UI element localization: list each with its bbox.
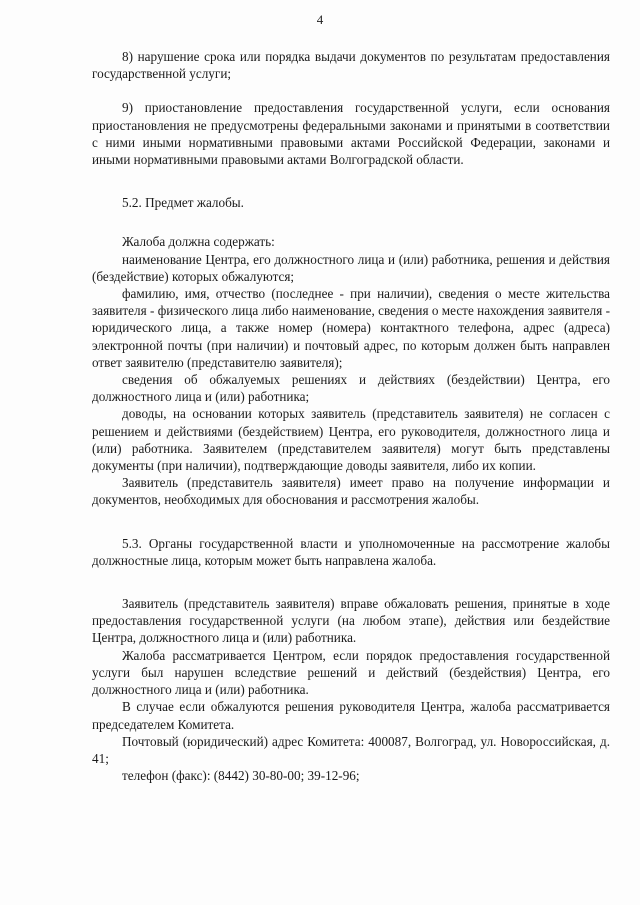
paragraph-item-9: 9) приостановление предоставления государственной услуги, если основания приостановления не предусмотрены федеральными законами и принятыми в соответствии с ними иными нормативными правовыми актами Российской Федерации, законами и иными нормативными правовыми актами Волгоградской области. [92,100,610,168]
complaint-item-applicant-info: фамилию, имя, отчество (последнее - при наличии), сведения о месте жительства заявителя - физического лица либо наименование, сведения о месте нахождения заявителя - юридического лица, а также номер (номера) контактного телефона, адрес (адреса) электронной почты (при наличии) и почтовый адрес, по которым должен быть направлен ответ заявителю (представителю заявителя); [92,286,610,370]
page-number: 4 [316,12,324,27]
committee-review-paragraph: В случае если обжалуются решения руководителя Центра, жалоба рассматривается председателем Комитета. [92,699,610,732]
complaint-contents-intro: Жалоба должна содержать: [122,234,275,250]
center-review-paragraph: Жалоба рассматривается Центром, если порядок предоставления государственной услуги был нарушен вследствие решений и действий (бездействия) Центра, его должностного лица и (или) работника. [92,647,610,698]
section-heading-5-3: 5.3. Органы государственной власти и уполномоченные на рассмотрение жалобы должностные лица, которым может быть направлена жалоба. [92,535,610,568]
paragraph-spacer [92,82,610,99]
paragraph-spacer [92,509,610,535]
postal-address-paragraph: Почтовый (юридический) адрес Комитета: 400087, Волгоград, ул. Новороссийская, д. 41; [92,733,610,766]
section-heading-5-2: 5.2. Предмет жалобы. [122,195,244,211]
document-body [92,48,610,784]
applicant-right-paragraph: Заявитель (представитель заявителя) имеет право на получение информации и документов, необходимых для обоснования и рассмотрения жалобы. [92,475,610,508]
paragraph-item-8: 8) нарушение срока или порядка выдачи документов по результатам предоставления государственной услуги; [92,49,610,82]
phone-paragraph: телефон (факс): (8442) 30-80-00; 39-12-96; [122,768,360,784]
appeal-right-paragraph: Заявитель (представитель заявителя) вправе обжаловать решения, принятые в ходе предоставления государственной услуги (на любом этапе), действия или бездействие Центра, должностного лица и (или) работника. [92,596,610,646]
complaint-item-decisions: сведения об обжалуемых решениях и действиях (бездействии) Центра, его должностного лица и (или) работника; [92,372,610,405]
paragraph-spacer [92,569,610,595]
paragraph-spacer [92,211,610,233]
complaint-item-center-name: наименование Центра, его должностного лица и (или) работника, решения и действия (бездействие) которых обжалуются; [92,251,610,284]
paragraph-spacer [92,168,610,194]
complaint-item-arguments: доводы, на основании которых заявитель (представитель заявителя) не согласен с решением и действиями (бездействием) Центра, его руководителя, должностного лица и (или) работника. Заявителем (представителем заявителя) могут быть представлены документы (при наличии), подтверждающие доводы заявителя, либо их копии. [92,406,610,474]
